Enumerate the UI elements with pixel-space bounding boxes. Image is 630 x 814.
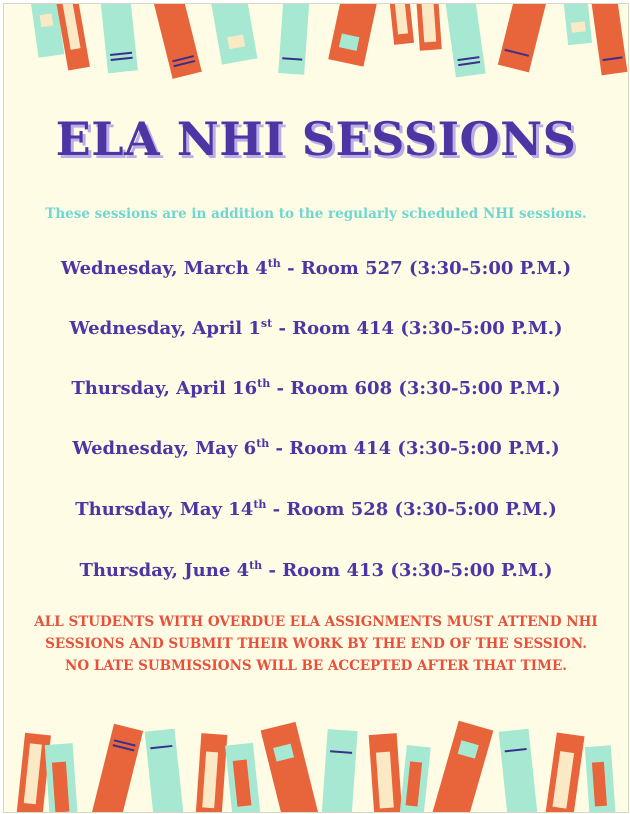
book-icon: [194, 733, 227, 812]
ordinal-suffix: st: [260, 317, 273, 330]
ordinal-suffix: th: [267, 257, 281, 270]
ordinal-suffix: th: [249, 559, 263, 572]
session-detail: - Room 414 (3:30-5:00 P.M.): [269, 438, 560, 459]
ordinal-suffix: th: [256, 437, 270, 450]
session-detail: - Room 528 (3:30-5:00 P.M.): [266, 499, 557, 520]
session-detail: - Room 608 (3:30-5:00 P.M.): [270, 378, 561, 399]
ordinal-suffix: th: [253, 498, 267, 511]
session-item: [4, 257, 628, 279]
session-date: Thursday, April 16: [71, 378, 258, 399]
book-icon: [428, 721, 493, 812]
book-icon: [45, 743, 79, 812]
book-icon: [208, 4, 257, 65]
flyer-page: [3, 3, 629, 813]
books-bottom-border: [4, 712, 628, 812]
session-detail: - Room 414 (3:30-5:00 P.M.): [272, 318, 563, 339]
book-icon: [499, 729, 540, 812]
book-icon: [99, 4, 138, 73]
book-icon: [388, 4, 414, 45]
books-top-border: [4, 4, 628, 84]
session-date: Wednesday, May 6: [72, 438, 257, 459]
ordinal-suffix: th: [257, 377, 271, 390]
book-icon: [145, 729, 186, 812]
book-icon: [261, 722, 323, 812]
subtitle: These sessions are in addition to the regularly scheduled NHI sessions.: [45, 206, 587, 222]
book-icon: [585, 745, 617, 812]
book-icon: [542, 733, 584, 812]
book-icon: [415, 4, 442, 51]
book-icon: [278, 4, 310, 75]
attendance-notice: [4, 611, 628, 677]
session-item: [4, 498, 628, 520]
session-date: Wednesday, March 4: [60, 258, 268, 279]
book-icon: [225, 743, 263, 812]
book-icon: [15, 733, 51, 812]
session-date: Thursday, May 14: [75, 499, 254, 520]
book-icon: [328, 4, 380, 67]
session-item: [4, 559, 628, 581]
book-icon: [397, 745, 430, 812]
session-item: [4, 437, 628, 459]
book-icon: [87, 724, 143, 812]
notice-line: ALL STUDENTS WITH OVERDUE ELA ASSIGNMENTS MUST ATTEND NHI: [34, 614, 598, 630]
book-icon: [320, 729, 358, 812]
session-date: Thursday, June 4: [79, 560, 250, 581]
session-item: [4, 377, 628, 399]
page-title: ELA NHI SESSIONS: [55, 112, 577, 166]
notice-line: SESSIONS AND SUBMIT THEIR WORK BY THE END OF THE SESSION.: [45, 636, 587, 652]
book-icon: [369, 733, 404, 812]
book-icon: [150, 4, 201, 79]
session-detail: - Room 527 (3:30-5:00 P.M.): [280, 258, 572, 279]
book-icon: [589, 4, 627, 75]
session-detail: - Room 413 (3:30-5:00 P.M.): [262, 560, 553, 581]
session-date: Wednesday, April 1: [69, 318, 261, 339]
book-icon: [498, 4, 550, 72]
session-item: [4, 317, 628, 339]
book-icon: [443, 4, 486, 78]
notice-line: NO LATE SUBMISSIONS WILL BE ACCEPTED AFTER THAT TIME.: [65, 658, 567, 674]
book-icon: [562, 4, 592, 45]
